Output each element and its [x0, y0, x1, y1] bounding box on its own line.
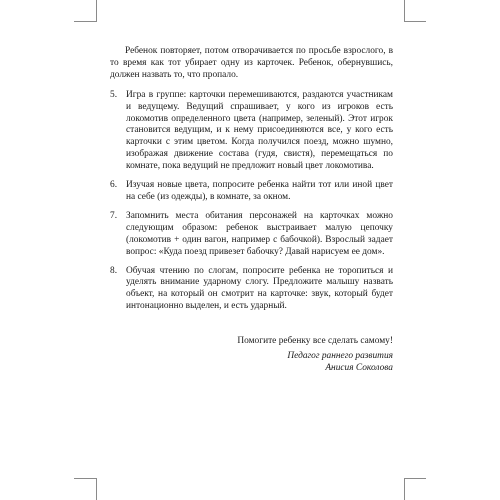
crop-mark-top-left-v: [96, 0, 97, 22]
crop-mark-top-right-h: [404, 21, 426, 22]
list-number: 7.: [110, 210, 118, 221]
list-item-8: [110, 266, 393, 314]
list-item-text: Изучая новые цвета, попросите ребенка найти тот или иной цвет на себе (из одежды), в комнате, за окном.: [126, 180, 393, 202]
list-item-text: Запомнить места обитания персонажей на карточках можно следующим образом: ребенок выстраивает малую цепочку (локомотив + один вагон, например с бабочкой). Взрослый задает вопрос: «Куда поезд привезет бабочку? Давай нарисуем ее дом».: [126, 210, 393, 257]
intro-paragraph: Ребенок повторяет, потом отворачивается по просьбе взрослого, в то время как тот убирает одну из карточек. Ребенок, обернувшись, должен назвать то, что пропало.: [110, 46, 393, 80]
list-item-6: [110, 180, 393, 204]
list-item-5: [110, 90, 393, 173]
closing-section: [110, 335, 393, 374]
page-text-block: [110, 46, 393, 374]
author-name: Анисия Соколова: [325, 363, 393, 374]
list-item-text: Обучая чтению по слогам, попросите ребенка не торопиться и уделять внимание ударному слогу. Предложите малышу назвать объект, на который он смотрит на карточке: звук, который будет интонационно выделен, и есть ударный.: [126, 265, 393, 312]
list-number: 5.: [110, 89, 118, 100]
list-number: 8.: [110, 265, 118, 276]
list-item-7: [110, 211, 393, 259]
crop-mark-bottom-left-v: [96, 478, 97, 500]
crop-mark-bottom-left-h: [74, 478, 96, 479]
list-item-text: Игра в группе: карточки перемешиваются, раздаются участникам и ведущему. Ведущий спрашивает, у кого из игроков есть локомотив определенного цвета (например, зеленый). Этот игрок становится ведущим, и к нему присоединяются все, у кого есть карточки с этим цветом. Когда получился поезд, можно шумно, изображая движение состава (гудя, свистя), перемещаться по комнате, пока ведущий не предложит новый цвет локомотива.: [126, 89, 393, 172]
crop-mark-bottom-right-h: [404, 478, 426, 479]
closing-message: Помогите ребенку все сделать самому!: [237, 336, 393, 347]
crop-mark-bottom-right-v: [404, 478, 405, 500]
crop-mark-top-right-v: [404, 0, 405, 22]
author-role: Педагог раннего развития: [287, 351, 393, 362]
crop-mark-top-left-h: [74, 21, 96, 22]
list-number: 6.: [110, 180, 118, 191]
